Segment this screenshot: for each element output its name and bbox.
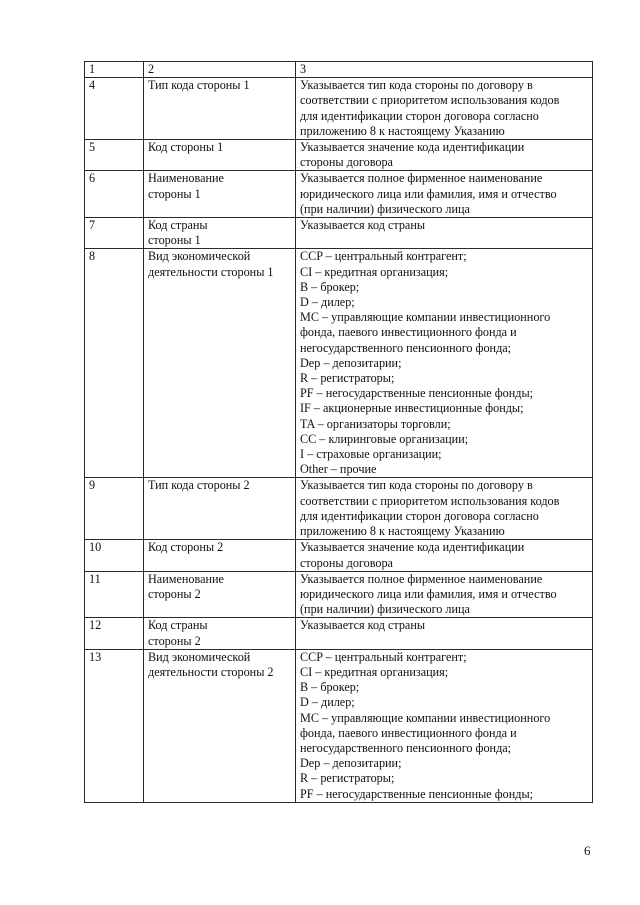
description-cell xyxy=(296,618,593,649)
description-line: MC – управляющие компании инвестиционного xyxy=(300,710,551,725)
document-table xyxy=(84,61,593,803)
row-number-cell: 12 xyxy=(85,618,144,649)
description-line: CCP – центральный контрагент; xyxy=(300,649,467,664)
field-name-cell xyxy=(144,540,296,571)
description-line: юридического лица или фамилия, имя и отчество xyxy=(300,186,557,201)
description-line: Указывается значение кода идентификации xyxy=(300,540,525,555)
row-number-cell: 6 xyxy=(85,171,144,218)
description-line: CC – клиринговые организации; xyxy=(300,431,469,446)
description-line: стороны договора xyxy=(300,555,393,570)
description-line: Указывается значение кода идентификации xyxy=(300,140,525,155)
description-line: приложению 8 к настоящему Указанию xyxy=(300,123,505,138)
field-name-line: стороны 2 xyxy=(148,586,201,601)
description-line: CI – кредитная организация; xyxy=(300,264,449,279)
description-line: I – страховые организации; xyxy=(300,447,442,462)
description-line: Указывается код страны xyxy=(300,218,426,233)
field-name-line: Код страны xyxy=(148,218,208,233)
field-name-cell xyxy=(144,78,296,140)
field-name-cell xyxy=(144,218,296,249)
description-cell xyxy=(296,649,593,802)
field-name-line: стороны 2 xyxy=(148,633,201,648)
description-line: соответствии с приоритетом использования кодов xyxy=(300,493,560,508)
description-line: MC – управляющие компании инвестиционного xyxy=(300,310,551,325)
description-cell xyxy=(296,478,593,540)
description-line: D – дилер; xyxy=(300,295,355,310)
description-line: приложению 8 к настоящему Указанию xyxy=(300,524,505,539)
field-name-cell xyxy=(144,140,296,171)
column-header-description: 3 xyxy=(296,62,593,78)
column-header-name: 2 xyxy=(144,62,296,78)
field-name-line: деятельности стороны 2 xyxy=(148,664,274,679)
column-header-number: 1 xyxy=(85,62,144,78)
table-row xyxy=(85,571,593,618)
field-name-line: Наименование xyxy=(148,571,224,586)
description-line: TA – организаторы торговли; xyxy=(300,416,451,431)
table-row xyxy=(85,249,593,478)
description-line: Указывается тип кода стороны по договору в xyxy=(300,478,533,493)
row-number-cell: 8 xyxy=(85,249,144,478)
row-number-cell: 9 xyxy=(85,478,144,540)
description-line: R – регистраторы; xyxy=(300,371,395,386)
description-cell xyxy=(296,218,593,249)
field-name-line: Код страны xyxy=(148,618,208,633)
row-number-cell: 13 xyxy=(85,649,144,802)
description-cell xyxy=(296,540,593,571)
description-line: B – брокер; xyxy=(300,279,360,294)
field-name-line: Тип кода стороны 2 xyxy=(148,478,250,493)
description-cell xyxy=(296,140,593,171)
field-name-line: Вид экономической xyxy=(148,249,251,264)
description-line: Dep – депозитарии; xyxy=(300,756,402,771)
field-name-cell xyxy=(144,618,296,649)
field-name-line: Тип кода стороны 1 xyxy=(148,78,250,93)
description-cell xyxy=(296,249,593,478)
table-header-row xyxy=(85,62,593,78)
table-row xyxy=(85,218,593,249)
description-line: PF – негосударственные пенсионные фонды; xyxy=(300,786,534,801)
field-name-line: Код стороны 1 xyxy=(148,140,224,155)
description-line: для идентификации сторон договора согласно xyxy=(300,108,539,123)
description-line: D – дилер; xyxy=(300,695,355,710)
description-line: Указывается полное фирменное наименование xyxy=(300,571,543,586)
table-row xyxy=(85,478,593,540)
table-row xyxy=(85,171,593,218)
row-number-cell: 7 xyxy=(85,218,144,249)
field-name-line: стороны 1 xyxy=(148,233,201,248)
description-line: Указывается тип кода стороны по договору в xyxy=(300,78,533,93)
table-row xyxy=(85,78,593,140)
description-line: R – регистраторы; xyxy=(300,771,395,786)
description-line: негосударственного пенсионного фонда; xyxy=(300,740,512,755)
description-line: Указывается код страны xyxy=(300,618,426,633)
description-line: стороны договора xyxy=(300,155,393,170)
field-name-line: деятельности стороны 1 xyxy=(148,264,274,279)
row-number-cell: 5 xyxy=(85,140,144,171)
field-name-line: стороны 1 xyxy=(148,186,201,201)
description-line: соответствии с приоритетом использования кодов xyxy=(300,93,560,108)
description-line: Dep – депозитарии; xyxy=(300,355,402,370)
description-line: CCP – центральный контрагент; xyxy=(300,249,467,264)
field-name-cell xyxy=(144,571,296,618)
description-cell xyxy=(296,78,593,140)
table-row xyxy=(85,540,593,571)
description-line: для идентификации сторон договора согласно xyxy=(300,508,539,523)
description-cell xyxy=(296,171,593,218)
description-line: (при наличии) физического лица xyxy=(300,602,470,617)
description-line: PF – негосударственные пенсионные фонды; xyxy=(300,386,534,401)
description-cell xyxy=(296,571,593,618)
description-line: IF – акционерные инвестиционные фонды; xyxy=(300,401,524,416)
table-row xyxy=(85,649,593,802)
table-body xyxy=(85,78,593,803)
table-row xyxy=(85,140,593,171)
field-name-cell xyxy=(144,649,296,802)
row-number-cell: 11 xyxy=(85,571,144,618)
field-name-cell xyxy=(144,478,296,540)
field-name-cell xyxy=(144,249,296,478)
row-number-cell: 10 xyxy=(85,540,144,571)
description-line: Указывается полное фирменное наименование xyxy=(300,171,543,186)
description-line: CI – кредитная организация; xyxy=(300,664,449,679)
description-line: Other – прочие xyxy=(300,462,377,477)
description-line: юридического лица или фамилия, имя и отчество xyxy=(300,586,557,601)
field-name-line: Вид экономической xyxy=(148,649,251,664)
field-name-line: Наименование xyxy=(148,171,224,186)
row-number-cell: 4 xyxy=(85,78,144,140)
description-line: фонда, паевого инвестиционного фонда и xyxy=(300,325,517,340)
field-name-cell xyxy=(144,171,296,218)
description-line: (при наличии) физического лица xyxy=(300,201,470,216)
field-name-line: Код стороны 2 xyxy=(148,540,224,555)
description-line: негосударственного пенсионного фонда; xyxy=(300,340,512,355)
description-line: фонда, паевого инвестиционного фонда и xyxy=(300,725,517,740)
description-line: B – брокер; xyxy=(300,680,360,695)
page-number: 6 xyxy=(584,843,591,858)
table-row xyxy=(85,618,593,649)
